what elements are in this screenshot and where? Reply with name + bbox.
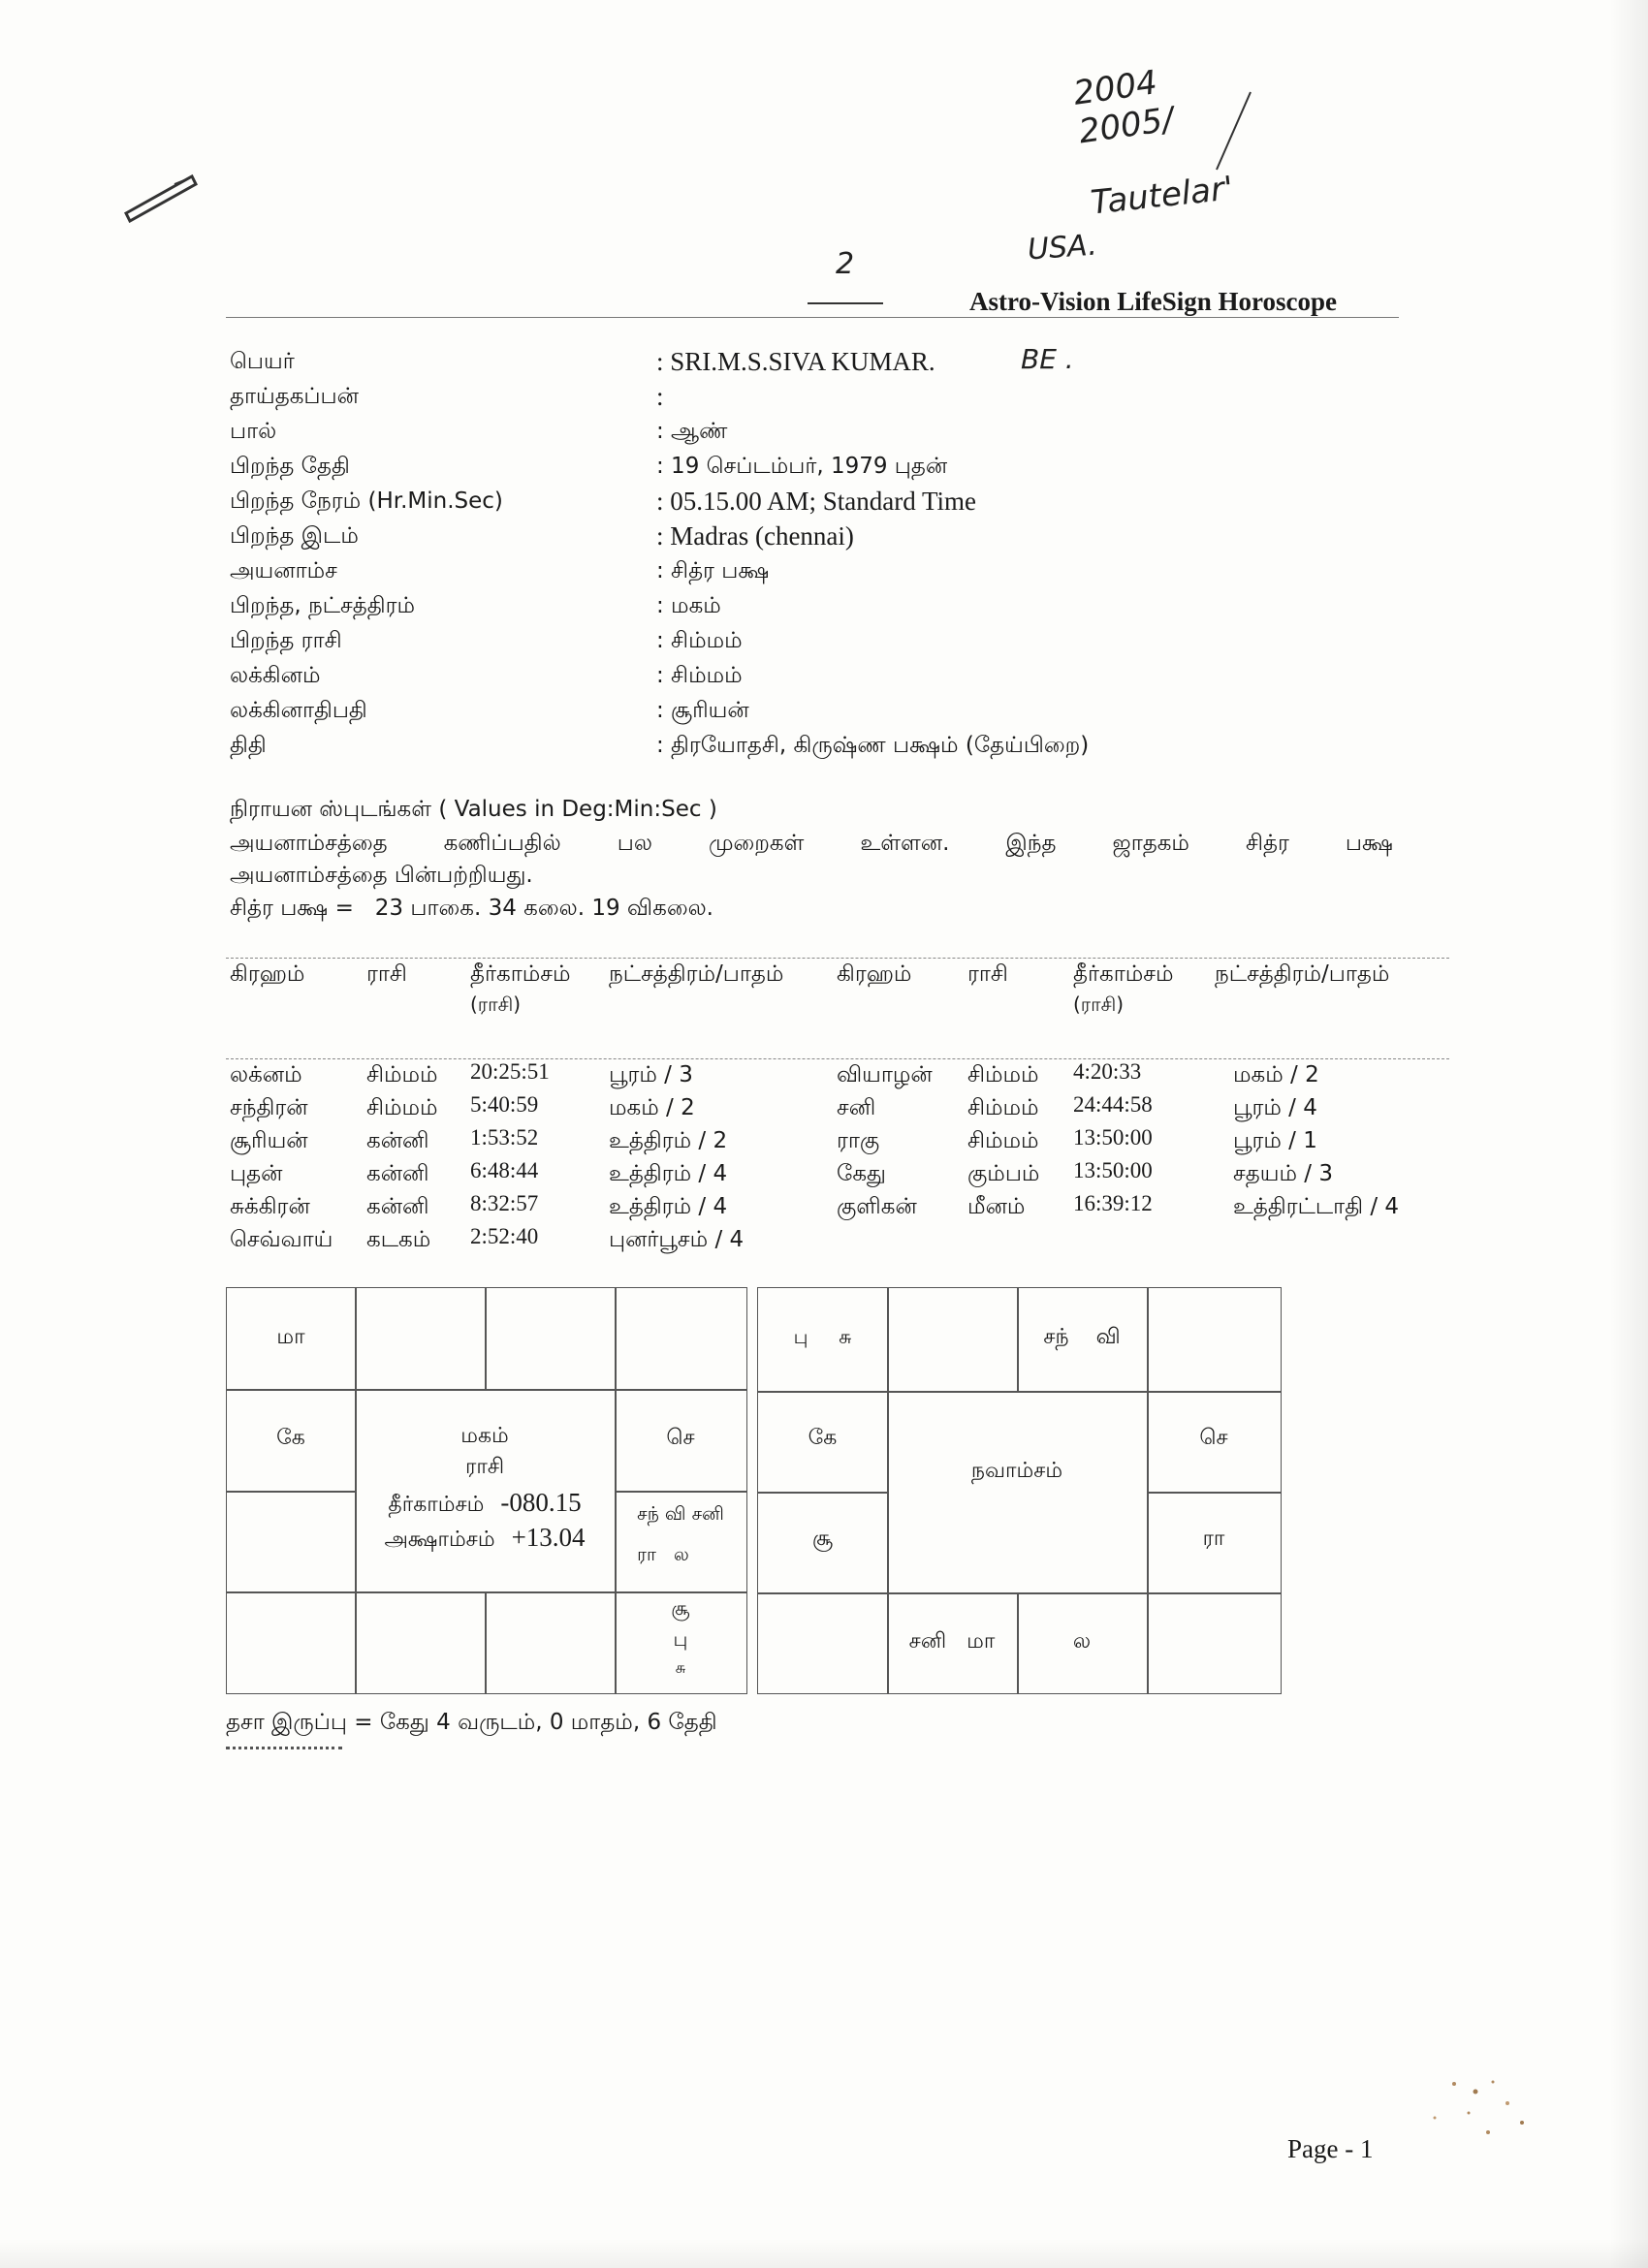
para-word: கணிப்பதில் <box>443 831 561 856</box>
planet-longitude: 1:53:52 <box>470 1125 539 1150</box>
planet-nakshatra: மகம் / 2 <box>609 1095 695 1120</box>
detail-value: : சிம்மம் <box>656 663 743 688</box>
longitude-value: -080.15 <box>500 1488 582 1517</box>
header-cell: தீர்காம்சம் <box>470 961 571 987</box>
navamsa-house-5: செ <box>1199 1426 1228 1450</box>
handwritten-page-number: 2 <box>836 247 855 281</box>
navamsa-center-title: நவாம்சம் <box>970 1459 1063 1483</box>
grid-line <box>227 1491 355 1493</box>
detail-row <box>230 384 1490 417</box>
planet-name: கேது <box>837 1161 886 1186</box>
para-word: அயனாம்சத்தை <box>230 831 388 856</box>
para-word: ஜாதகம் <box>1112 831 1189 856</box>
planet-rasi: கடகம் <box>366 1227 431 1252</box>
planet-longitude: 2:52:40 <box>470 1224 539 1248</box>
grid-line <box>1147 1288 1149 1693</box>
staple-mark <box>116 165 204 223</box>
planet-nakshatra: உத்திரட்டாதி / 4 <box>1233 1194 1400 1219</box>
page-bottom-shadow <box>0 2239 1648 2268</box>
planet-nakshatra: சதயம் / 3 <box>1233 1161 1333 1186</box>
nirayana-paragraph-line2: அயனாம்சத்தை பின்பற்றியது. <box>230 863 533 888</box>
rasi-house-6b: ரா ல <box>637 1544 689 1565</box>
detail-value: : மகம் <box>656 593 721 618</box>
detail-value: : 19 செப்டம்பர், 1979 புதன் <box>656 454 948 479</box>
table-header-rule <box>226 1058 1449 1059</box>
handwritten-note: Tautelar' <box>1089 169 1236 223</box>
handwritten-degree: BE . <box>1021 343 1074 375</box>
planet-name: சுக்கிரன் <box>230 1194 310 1219</box>
planet-rasi: கன்னி <box>366 1128 429 1153</box>
detail-label: அயனாம்ச <box>230 558 337 583</box>
planet-longitude: 6:48:44 <box>470 1158 539 1182</box>
detail-label: பெயர் <box>230 349 295 374</box>
detail-label: தாய்தகப்பன் <box>230 384 359 409</box>
paper-speckles <box>1415 2074 1551 2152</box>
detail-value: : Madras (chennai) <box>656 521 854 551</box>
header-cell: நட்சத்திரம்/பாதம் <box>609 961 784 987</box>
rasi-house-12: கே <box>276 1426 305 1450</box>
planet-longitude: 8:32:57 <box>470 1191 539 1215</box>
planet-name: ராகு <box>837 1128 880 1153</box>
header-cell: கிரஹம் <box>230 961 305 987</box>
planet-name: புதன் <box>230 1161 283 1186</box>
planet-rasi: சிம்மம் <box>967 1128 1039 1153</box>
detail-row <box>230 733 1490 766</box>
grid-line <box>485 1288 487 1389</box>
planet-name: சந்திரன் <box>230 1095 308 1120</box>
chitra-paksha-value: சித்ர பக்ஷ = 23 பாகை. 34 கலை. 19 விகலை. <box>230 896 713 921</box>
header-subcell: (ராசி) <box>1073 992 1125 1016</box>
cut-off-text-fragment <box>226 1745 400 1750</box>
detail-row <box>230 419 1490 452</box>
detail-label: பிறந்த ராசி <box>230 628 342 653</box>
navamsa-house-3: சந் வி <box>1043 1325 1121 1349</box>
detail-value: : சிம்மம் <box>656 628 743 653</box>
planet-name: லக்னம் <box>230 1062 302 1087</box>
planet-name: வியாழன் <box>837 1062 933 1087</box>
planet-rasi: கன்னி <box>366 1161 429 1186</box>
navamsa-house-12: கே <box>808 1426 838 1450</box>
planet-name: செவ்வாய் <box>230 1227 333 1252</box>
detail-row <box>230 628 1490 661</box>
detail-row <box>230 558 1490 591</box>
planet-rasi: மீனம் <box>967 1194 1026 1219</box>
grid-line <box>615 1491 746 1493</box>
para-word: உள்ளன. <box>860 831 950 856</box>
detail-value: : சூரியன் <box>656 698 749 723</box>
detail-value: : <box>656 382 664 411</box>
detail-value: : சித்ர பக்ஷ <box>656 558 770 583</box>
detail-value: : ஆண் <box>656 419 728 444</box>
navamsa-house-6: ரா <box>1202 1527 1225 1551</box>
detail-label: பிறந்த இடம் <box>230 523 359 549</box>
planet-longitude: 5:40:59 <box>470 1092 539 1117</box>
detail-label: லக்கினம் <box>230 663 321 688</box>
rasi-house-7a: சூ <box>671 1596 690 1620</box>
rasi-center-sub: ராசி <box>464 1455 505 1479</box>
detail-row <box>230 698 1490 731</box>
header-rule <box>226 317 1399 318</box>
planet-name: சனி <box>837 1095 876 1120</box>
planet-rasi: சிம்மம் <box>967 1062 1039 1087</box>
planet-longitude: 24:44:58 <box>1073 1092 1153 1117</box>
planet-nakshatra: மகம் / 2 <box>1233 1062 1319 1087</box>
detail-label: பிறந்த நேரம் (Hr.Min.Sec) <box>230 488 503 514</box>
handwritten-country: USA. <box>1026 228 1098 268</box>
planet-rasi: சிம்மம் <box>967 1095 1039 1120</box>
latitude-value: +13.04 <box>511 1523 586 1552</box>
planet-nakshatra: புனர்பூசம் / 4 <box>609 1227 745 1252</box>
header-cell: தீர்காம்சம் <box>1073 961 1174 987</box>
page-edge-shadow <box>1609 0 1648 2268</box>
para-word: இந்த <box>1005 831 1057 856</box>
detail-row <box>230 488 1490 521</box>
header-cell: ராசி <box>967 961 1008 987</box>
table-top-rule <box>226 958 1449 959</box>
detail-label: லக்கினாதிபதி <box>230 698 367 723</box>
detail-value: : 05.15.00 AM; Standard Time <box>656 487 977 516</box>
grid-line <box>227 1591 746 1593</box>
detail-row <box>230 454 1490 487</box>
rasi-house-1: மா <box>276 1325 305 1349</box>
detail-value: : SRI.M.S.SIVA KUMAR. <box>656 347 935 376</box>
rasi-house-7b: பு <box>673 1627 688 1651</box>
navamsa-chart <box>757 1287 1282 1694</box>
rasi-center-longitude <box>355 1488 615 1520</box>
planet-nakshatra: பூரம் / 4 <box>1233 1095 1317 1120</box>
handwritten-slash <box>1202 87 1260 174</box>
grid-line <box>758 1492 887 1494</box>
latitude-label: அக்ஷாம்சம் <box>384 1528 495 1552</box>
rasi-center-latitude <box>355 1523 615 1555</box>
grid-line <box>485 1591 487 1693</box>
planet-nakshatra: உத்திரம் / 2 <box>609 1128 728 1153</box>
planet-name: குளிகன் <box>837 1194 917 1219</box>
planet-longitude: 4:20:33 <box>1073 1059 1142 1084</box>
detail-label: பிறந்த, நட்சத்திரம் <box>230 593 416 618</box>
planet-rasi: சிம்மம் <box>366 1062 438 1087</box>
para-word: பல <box>617 831 652 856</box>
header-cell: நட்சத்திரம்/பாதம் <box>1215 961 1390 987</box>
detail-label: பால் <box>230 419 277 444</box>
rasi-chart <box>226 1287 747 1694</box>
navamsa-house-9: சனி மா <box>908 1629 996 1654</box>
grid-line <box>758 1391 1281 1393</box>
detail-row <box>230 663 1490 696</box>
detail-label: பிறந்த தேதி <box>230 454 350 479</box>
page-footer: Page - 1 <box>1287 2134 1374 2163</box>
header-cell: கிரஹம் <box>837 961 912 987</box>
detail-label: திதி <box>230 733 267 758</box>
planet-longitude: 20:25:51 <box>470 1059 550 1084</box>
planet-nakshatra: பூரம் / 1 <box>1233 1128 1317 1153</box>
planet-rasi: சிம்மம் <box>366 1095 438 1120</box>
nirayana-paragraph-line1 <box>230 831 1393 859</box>
longitude-label: தீர்காம்சம் <box>388 1493 485 1517</box>
para-word: பக்ஷ <box>1345 831 1393 856</box>
navamsa-house-11: சூ <box>811 1527 834 1551</box>
planet-longitude: 13:50:00 <box>1073 1125 1153 1150</box>
report-title: Astro-Vision LifeSign Horoscope <box>969 287 1338 316</box>
para-word: முறைகள் <box>708 831 805 856</box>
planet-rasi: கன்னி <box>366 1194 429 1219</box>
para-word: சித்ர <box>1245 831 1289 856</box>
planet-nakshatra: உத்திரம் / 4 <box>609 1161 728 1186</box>
planet-rasi: கும்பம் <box>967 1161 1040 1186</box>
detail-row <box>230 593 1490 626</box>
handwritten-years: 2004 2005/ <box>1070 63 1177 152</box>
rasi-house-5: செ <box>666 1426 695 1450</box>
rasi-house-7c: சு <box>675 1658 686 1677</box>
header-cell: ராசி <box>366 961 407 987</box>
planet-longitude: 16:39:12 <box>1073 1191 1153 1215</box>
dasa-balance: தசா இருப்பு = கேது 4 வருடம், 0 மாதம், 6 தேதி <box>226 1710 717 1735</box>
navamsa-house-8: ல <box>1072 1629 1092 1654</box>
nirayana-heading: நிராயன ஸ்புடங்கள் ( Values in Deg:Min:Sec ) <box>230 797 717 822</box>
detail-row <box>230 343 1490 382</box>
planet-name: சூரியன் <box>230 1128 308 1153</box>
grid-line <box>227 1389 746 1391</box>
planet-nakshatra: உத்திரம் / 4 <box>609 1194 728 1219</box>
detail-value: : திரயோதசி, கிருஷ்ண பக்ஷம் (தேய்பிறை) <box>656 733 1090 758</box>
handwritten-underline <box>808 302 883 304</box>
grid-line <box>1147 1492 1281 1494</box>
rasi-house-6a: சந் வி சனி <box>637 1503 724 1525</box>
header-subcell: (ராசி) <box>470 992 522 1016</box>
planet-nakshatra: பூரம் / 3 <box>609 1062 693 1087</box>
rasi-center-title: மகம் <box>460 1424 509 1448</box>
navamsa-house-1: பு சு <box>793 1325 852 1348</box>
planet-longitude: 13:50:00 <box>1073 1158 1153 1182</box>
detail-row <box>230 523 1490 556</box>
grid-line <box>758 1592 1281 1594</box>
